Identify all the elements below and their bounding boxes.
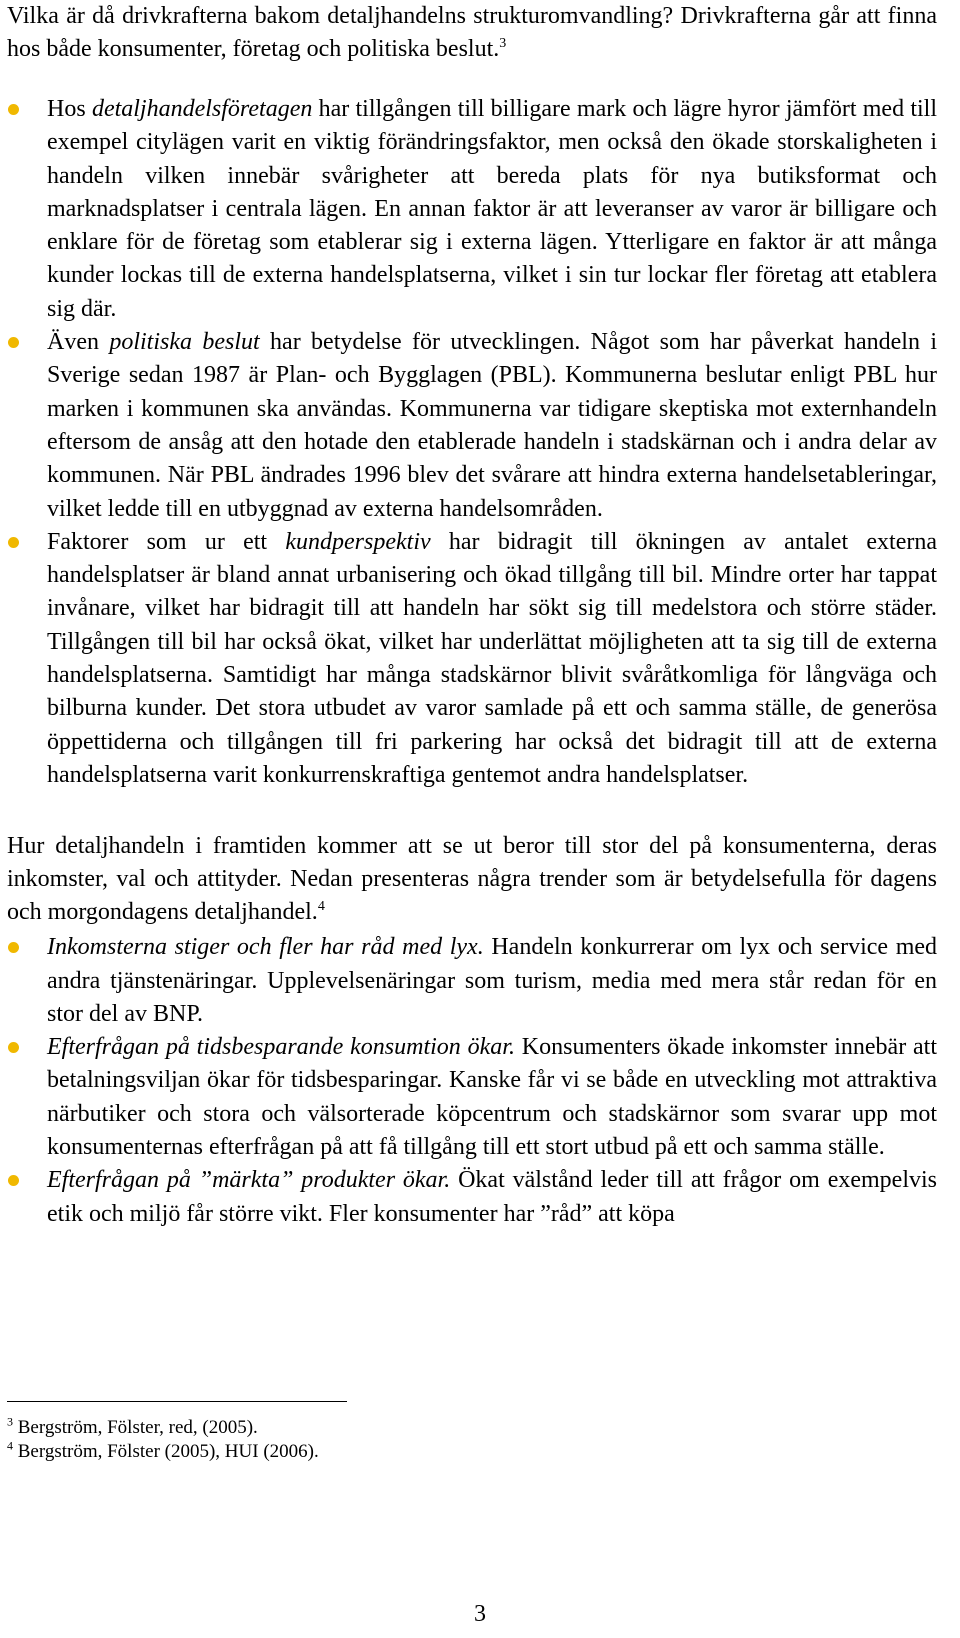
list-item [7, 526, 937, 792]
trends-text: Hur detaljhandeln i framtiden kommer att se ut beror till stor del på konsumenterna, deras inkomster, val och attityder. Nedan presenteras några trender som är betydelsefulla för dagens och morgondagens detaljhandel. [7, 833, 937, 926]
item-emphasis: Efterfrågan på ”märkta” produkter ökar. [47, 1167, 451, 1194]
item-text: Även [47, 329, 110, 356]
list-item [7, 326, 937, 526]
item-emphasis: politiska beslut [109, 329, 260, 356]
bullet-icon [8, 537, 19, 548]
bullet-icon [8, 1175, 19, 1186]
item-emphasis: Efterfrågan på tidsbesparande konsumtion ökar. [47, 1034, 515, 1061]
intro-text: Vilka är då drivkrafterna bakom detaljhandelns strukturomvandling? Drivkrafterna går att finna hos både konsumenter, företag och politiska beslut. [7, 3, 937, 62]
item-text: har bidragit till ökningen av antalet externa handelsplatser är bland annat urbanisering och ökad tillgång till bil. Mindre orter har tappat invånare, vilket har bidragit till att handeln har sökt sig till medelstora och större städer. Tillgången till bil har också ökat, vilket har underlättat möjligheten att ta sig till de externa handelsplatserna. Samtidigt har många stadskärnor blivit svåråtkomliga för långväga och bilburna kunder. Det stora utbudet av varor samlade på ett och samma ställe, de generösa öppettiderna och tillgången till fri parkering har också det bidragit till att de externa handelsplatserna varit konkurrenskraftiga gentemot andra handelsplatser. [47, 528, 938, 788]
footnote-divider [7, 1401, 347, 1402]
footnote-number: 3 [7, 1414, 13, 1429]
footnote-ref-3[interactable]: 3 [499, 36, 507, 51]
list-item [7, 1164, 937, 1231]
footnote-3 [7, 1416, 319, 1440]
item-text: Hos [47, 96, 92, 122]
bullet-list-drivers [7, 93, 937, 792]
item-emphasis: detaljhandelsföretagen [91, 96, 313, 122]
footnote-ref-4[interactable]: 4 [317, 899, 325, 915]
trends-paragraph [7, 830, 937, 929]
item-text: Konsumenters ökade inkomster innebär att betalningsviljan ökar för tidsbesparingar. Kanske får vi se både en utveckling mot attraktiva närbutiker och stora och välsorterade köpcentrum och stadskärnor som svarar upp mot konsumenternas efterfrågan på att få tillgång till ett stort utbud på ett och samma ställe. [47, 1034, 937, 1161]
footnote-4 [7, 1440, 319, 1464]
footnote-text: Bergström, Fölster (2005), HUI (2006). [17, 1441, 319, 1462]
item-text: har tillgången till billigare mark och lägre hyror jämfört med till exempel citylägen varit en viktig förändringsfaktor, men också den ökade storskaligheten i handeln vilken innebär svårigheter att bereda plats för nya butiksformat och marknadsplatser i centrala lägen. En annan faktor är att leveranser av varor är billigare och enklare för de företag som etablerar sig i externa lägen. Ytterligare en faktor är att många kunder lockas till de externa handelsplatserna, vilket i sin tur lockar fler företag att etablera sig där. [47, 96, 938, 322]
item-text: Faktorer som ur ett [47, 528, 286, 555]
list-item [7, 93, 937, 326]
intro-paragraph [7, 0, 937, 66]
item-emphasis: Inkomsterna stiger och fler har råd med lyx. [47, 934, 484, 961]
bullet-icon [8, 1042, 19, 1053]
list-item [7, 1031, 937, 1164]
list-item [7, 931, 937, 1031]
footnote-text: Bergström, Fölster, red, (2005). [17, 1417, 258, 1438]
page-number: 3 [474, 1601, 486, 1627]
bullet-icon [8, 337, 19, 348]
bullet-icon [8, 104, 19, 115]
footnote-number: 4 [7, 1438, 13, 1453]
footnotes [7, 1416, 319, 1464]
item-text: har betydelse för utvecklingen. Något som har påverkat handeln i Sverige sedan 1987 är Plan- och Bygglagen (PBL). Kommunerna beslutar enligt PBL hur marken i kommunen ska användas. Kommunerna var tidigare skeptiska mot externhandeln eftersom de ansåg att den hotade den etablerade handeln i stadskärnan och i andra delar av kommunen. När PBL ändrades 1996 blev det svårare att hindra externa handelsetableringar, vilket ledde till en utbyggnad av externa handelsområden. [47, 329, 937, 522]
item-text: Ökat välstånd leder till att frågor om exempelvis etik och miljö får större vikt. Fler konsumenter har ”råd” att köpa [47, 1167, 937, 1227]
bullet-icon [8, 942, 19, 953]
item-text: Handeln konkurrerar om lyx och service med andra tjänstenäringar. Upplevelsenäringar som turism, media med mera står redan för en stor del av BNP. [47, 934, 938, 1027]
item-emphasis: kundperspektiv [285, 528, 431, 555]
document-page [7, 0, 937, 1231]
bullet-list-trends [7, 931, 937, 1231]
